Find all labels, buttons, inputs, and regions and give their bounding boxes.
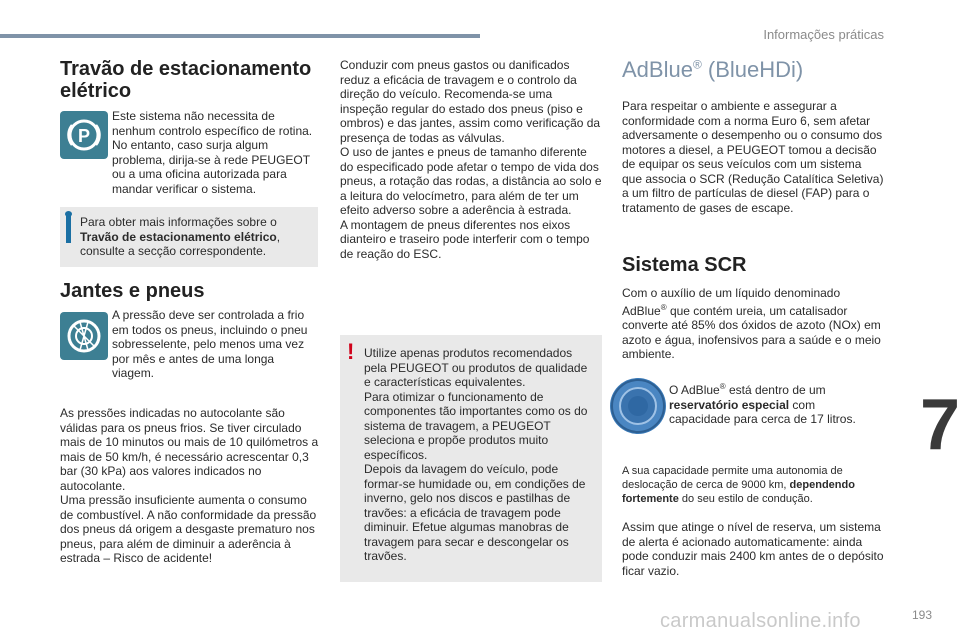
warning-text: Utilize apenas produtos recomendados pela PEUGEOT ou produtos de qualidade e características equivalentes. Para otimizar o funcionamento de componentes tão importantes como os do sistema de travagem, a PEUGEOT seleciona e propõe produtos muito específicos. Depois da lavagem do veículo, pode formar-se humidade ou, em condições de inverno, gelo nos discos e pastilhas de travões: a eficácia de travagem pode diminuir. Efetue algumas manobras de travagem para secar e descongelar os travões. <box>364 346 588 563</box>
tyres-body: As pressões indicadas no autocolante são válidas para os pneus frios. Se tiver circulado mais de 10 minutos ou mais de 10 quilómetros a mais de 50 km/h, é necessário acrescentar 0,3 bar (30 kPa) aos valores indicados no autocolante. Uma pressão insuficiente aumenta o consumo de combustível. A não conformidade da pressão dos pneus dá origem a desgaste prematuro nos pneus, para além de diminuir a aderência à estrada – Risco de acidente! <box>60 406 319 565</box>
warning-box <box>340 335 602 582</box>
tyre-icon <box>60 312 108 360</box>
parking-brake-icon <box>60 111 108 159</box>
adblue-title: AdBlue® (BlueHDi) <box>622 57 804 82</box>
adblue-tank-text: O AdBlue® está dentro de um reservatório especial com capacidade para cerca de 17 litros. <box>669 382 856 426</box>
warning-icon: ! <box>347 339 355 364</box>
adblue-tank-icon <box>610 378 666 434</box>
tyres-intro: A pressão deve ser controlada a frio em todos os pneus, incluindo o pneu sobresselente, pelo menos uma vez por mês e antes de uma longa viagem. <box>112 308 308 380</box>
info-icon <box>66 215 71 243</box>
header-bar <box>0 34 480 38</box>
tyres-section <box>60 280 320 302</box>
section-title: Informações práticas <box>763 27 884 42</box>
adblue-reserve-text: Assim que atinge o nível de reserva, um sistema de alerta é acionado automaticamente: ainda pode conduzir mais 2400 km antes de o depósito ficar vazio. <box>622 520 884 578</box>
parking-info-text-bold: Travão de estacionamento elétrico <box>80 229 277 244</box>
parking-info-text-post: , consulte a secção correspondente. <box>80 229 281 258</box>
tyres-title: Jantes e pneus <box>60 280 205 302</box>
chapter-number: 7 <box>902 380 960 470</box>
parking-brake-title: Travão de estacionamento elétrico <box>60 58 312 102</box>
watermark: carmanualsonline.info <box>660 610 861 632</box>
parking-info-text-pre: Para obter mais informações sobre o <box>80 215 277 229</box>
adblue-intro: Para respeitar o ambiente e assegurar a conformidade com a norma Euro 6, sem afetar adversamente o desempenho ou o consumo dos motores a diesel, a PEUGEOT tomou a decisão de equipar os seus veículos com um sistema que associa o SCR (Redução Catalítica Seletiva) a um filtro de partículas de diesel (FAP) para o tratamento de gases de escape. <box>622 99 884 215</box>
tyres-col2-text: Conduzir com pneus gastos ou danificados reduz a eficácia de travagem e o controlo da direção do veículo. Recomenda-se uma inspeção regular do estado dos pneus (piso e ombros) e das jantes, assim como verificação da presença de todas as válvulas. O uso de jantes e pneus de tamanho diferente do especificado pode afetar o tempo de vida dos pneus, a rotação das rodas, a distância ao solo e a leitura do velocímetro, para além de ter um efeito adverso sobre a aderência à estrada. A montagem de pneus diferentes nos eixos dianteiro e traseiro pode interferir com o tempo de reação do ESC. <box>340 58 602 261</box>
scr-body: Com o auxílio de um líquido denominado AdBlue® que contém ureia, um catalisador converte até 85% dos óxidos de azoto (NOx) em azoto e água, inofensivos para a saúde e o meio ambiente. <box>622 286 881 361</box>
parking-brake-text: Este sistema não necessita de nenhum controlo específico de rotina. No entanto, caso surja algum problema, dirija-se à rede PEUGEOT ou a uma oficina autorizada para mandar verificar o sistema. <box>112 109 313 196</box>
parking-brake-section <box>60 58 320 102</box>
parking-info-box <box>60 207 318 267</box>
adblue-range-text: A sua capacidade permite uma autonomia de deslocação de cerca de 9000 km, dependendo fortemente do seu estilo de condução. <box>622 465 855 505</box>
scr-title: Sistema SCR <box>622 254 747 276</box>
page-number: 193 <box>911 608 932 622</box>
scr-section <box>622 254 884 276</box>
svg-text:P: P <box>77 126 91 146</box>
info-icon-dot <box>65 211 72 217</box>
